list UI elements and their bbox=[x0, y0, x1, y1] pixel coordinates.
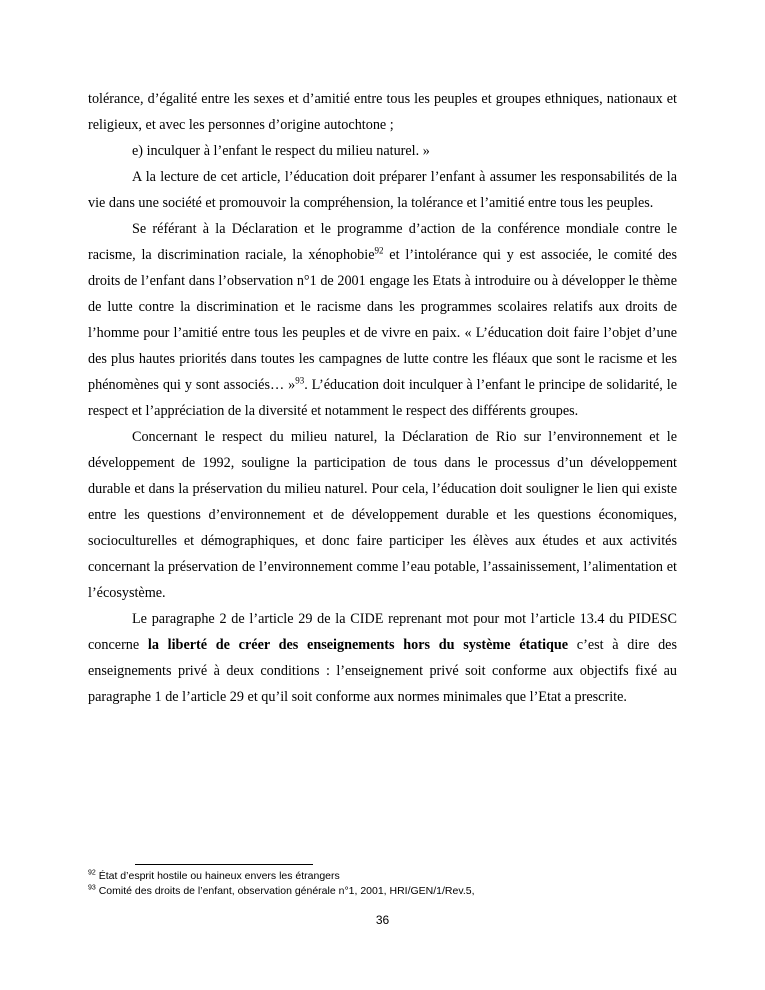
footnote-number: 92 bbox=[88, 869, 96, 877]
paragraph-4 bbox=[88, 216, 677, 424]
footnote-ref-93[interactable]: 93 bbox=[295, 375, 305, 386]
footnote-text: État d’esprit hostile ou haineux envers les étrangers bbox=[95, 870, 340, 882]
footnote-93 bbox=[88, 884, 688, 899]
paragraph-1: tolérance, d’égalité entre les sexes et d’amitié entre tous les peuples et groupes ethniques, nationaux et religieux, et avec les personnes d’origine autochtone ; bbox=[88, 91, 677, 133]
page-body bbox=[88, 86, 677, 710]
paragraph-2: e) inculquer à l’enfant le respect du milieu naturel. » bbox=[132, 143, 430, 159]
paragraph-6-bold: la liberté de créer des enseignements hors du système étatique bbox=[147, 637, 569, 653]
paragraph-6 bbox=[88, 606, 677, 710]
paragraph-6-text-b: c’est à dire des enseignements privé à deux conditions : l’enseignement privé soit conforme aux objectifs fixé au paragraphe 1 de l’article 29 et qu’il soit conforme aux normes minimales que l’Etat a prescrite. bbox=[88, 637, 677, 705]
paragraph-4-text-b: et l’intolérance qui y est associée, le comité des droits de l’enfant dans l’observation n°1 de 2001 engage les Etats à introduire ou à développer le thème de lutte contre la discrimination et le racisme dans les programmes scolaires relatifs aux droits de l’homme pour l’amitié entre tous les peuples et de vivre en paix. « L’éducation doit faire l’objet d’une des plus hautes priorités dans toutes les campagnes de lutte contre les fléaux que sont le racisme et les phénomènes qui y sont associés… » bbox=[88, 247, 678, 393]
paragraph-5: Concernant le respect du milieu naturel, la Déclaration de Rio sur l’environnement et le développement de 1992, souligne la participation de tous dans le processus d’un développement durable et dans la préservation du milieu naturel. Pour cela, l’éducation doit souligner le lien qui existe entre les questions d’environnement et de développement durable et les questions économiques, socioculturelles et démographiques, et donc faire participer les élèves aux études et aux activités concernant la préservation de l’environnement comme l’eau potable, l’assainissement, l’alimentation et l’écosystème. bbox=[88, 429, 677, 601]
page-number: 36 bbox=[375, 913, 390, 927]
paragraph-3: A la lecture de cet article, l’éducation doit préparer l’enfant à assumer les responsabilités de la vie dans une société et promouvoir la compréhension, la tolérance et l’amitié entre tous les peuples. bbox=[88, 169, 677, 211]
paragraph-4-text-c: . L’éducation doit inculquer à l’enfant le principe de solidarité, le respect et l’appréciation de la diversité et notamment le respect des différents groupes. bbox=[88, 377, 678, 419]
paragraph-4-text-a: Se référant à la Déclaration et le programme d’action de la conférence mondiale contre le racisme, la discrimination raciale, la xénophobie bbox=[88, 221, 677, 263]
footnote-ref-92[interactable]: 92 bbox=[374, 245, 384, 256]
footnote-separator bbox=[135, 864, 313, 865]
footnote-number: 93 bbox=[88, 884, 96, 892]
footnote-92 bbox=[88, 869, 688, 884]
paragraph-6-text-a: Le paragraphe 2 de l’article 29 de la CIDE reprenant mot pour mot l’article 13.4 du PIDESC concerne bbox=[88, 611, 677, 653]
footnotes bbox=[88, 869, 688, 899]
footnote-text: Comité des droits de l’enfant, observation générale n°1, 2001, HRI/GEN/1/Rev.5, bbox=[95, 885, 475, 897]
